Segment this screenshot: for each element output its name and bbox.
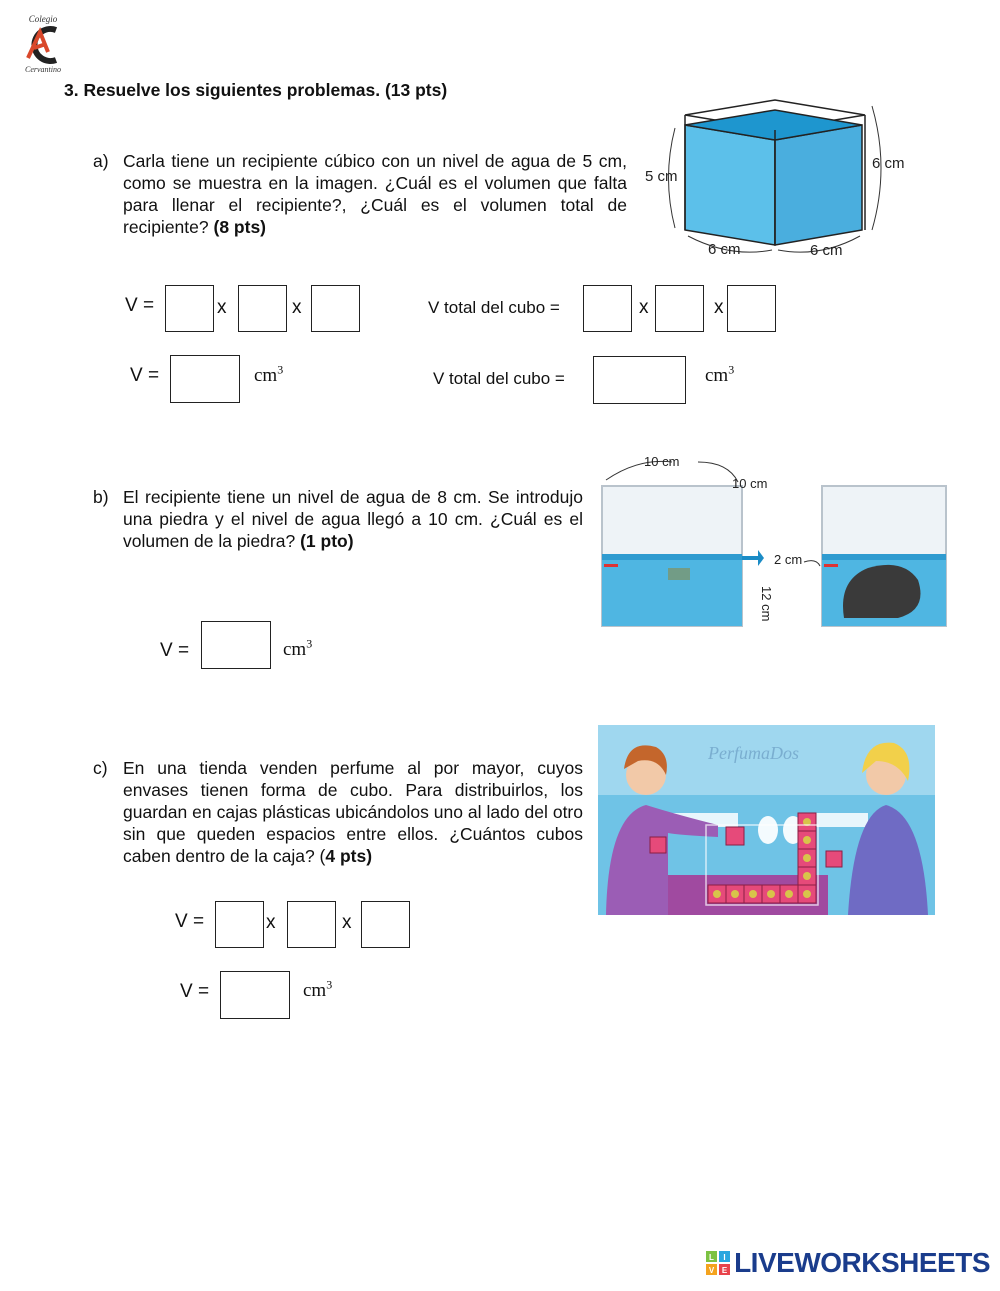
svg-text:L: L <box>709 1253 715 1262</box>
school-logo <box>18 14 68 76</box>
a-eq3-times1: x <box>639 297 649 318</box>
a-eq3-box3[interactable] <box>727 285 776 332</box>
part-c-points: 4 pts) <box>325 846 373 866</box>
c-eq1-box3[interactable] <box>361 901 410 948</box>
cube-label-right: 6 cm <box>872 155 905 172</box>
c-eq1-times2: x <box>342 912 352 933</box>
liveworksheets-tile-icon <box>706 1251 730 1275</box>
a-eq1-box2[interactable] <box>238 285 287 332</box>
a-eq3-box2[interactable] <box>655 285 704 332</box>
a-eq4-answer-box[interactable] <box>593 356 686 404</box>
part-a-label: a) <box>93 151 109 171</box>
part-a-points: (8 pts) <box>213 217 266 237</box>
b-answer-box[interactable] <box>201 621 271 669</box>
cube-label-bottom-left: 6 cm <box>708 241 741 258</box>
stone-figure <box>598 450 950 630</box>
part-b-points: (1 pto) <box>300 531 354 551</box>
a-eq3-prefix: V total del cubo = <box>428 298 560 317</box>
svg-text:V: V <box>708 1266 715 1275</box>
c-unit: $cm^3$ <box>303 977 333 1001</box>
perfume-sign: PerfumaDos <box>708 743 799 763</box>
a-eq1-prefix: V = <box>125 295 155 316</box>
c-eq1-box2[interactable] <box>287 901 336 948</box>
c-answer-box[interactable] <box>220 971 290 1019</box>
logo-bottom-text: Cervantino <box>25 65 61 74</box>
perfume-shop-illustration <box>598 725 935 915</box>
a-eq1-times2: x <box>292 297 302 318</box>
a-eq2-answer-box[interactable] <box>170 355 240 403</box>
cube-figure <box>640 88 920 260</box>
c-eq2-prefix: V = <box>180 981 210 1002</box>
cube-label-left: 5 cm <box>645 168 678 185</box>
logo-top-text: Colegio <box>28 14 58 24</box>
a-eq3-times2: x <box>714 297 724 318</box>
c-eq1-box1[interactable] <box>215 901 264 948</box>
a-eq4-unit: $cm^3$ <box>705 362 735 386</box>
a-eq2-prefix: V = <box>130 365 160 386</box>
liveworksheets-logo <box>706 1247 990 1279</box>
b-unit: $cm^3$ <box>283 636 313 660</box>
stone-label-side: 10 cm <box>732 476 768 491</box>
stone-label-rise: 2 cm <box>774 552 803 567</box>
part-b-label: b) <box>93 487 109 507</box>
a-eq3-box1[interactable] <box>583 285 632 332</box>
svg-text:E: E <box>721 1266 728 1275</box>
c-eq1-times1: x <box>266 912 276 933</box>
b-eq-prefix: V = <box>160 640 190 661</box>
part-b-text: El recipiente tiene un nivel de agua de 8 cm. Se introdujo una piedra y el nivel de agua llegó a 10 cm. ¿Cuál es el volumen de la piedra? <box>123 487 583 551</box>
liveworksheets-brand: LIVEWORKSHEETS <box>734 1247 990 1278</box>
part-b-statement <box>93 486 583 552</box>
a-eq1-times1: x <box>217 297 227 318</box>
a-eq1-box1[interactable] <box>165 285 214 332</box>
a-eq2-unit: $cm^3$ <box>254 362 284 386</box>
a-eq4-prefix: V total del cubo = <box>433 369 565 388</box>
part-a-text: Carla tiene un recipiente cúbico con un nivel de agua de 5 cm, como se muestra en la imagen. ¿Cuál es el volumen que falta para llenar el recipiente?, ¿Cuál es el volumen total de recipiente? <box>123 151 627 237</box>
svg-text:I: I <box>723 1253 726 1262</box>
cube-label-bottom-right: 6 cm <box>810 242 843 259</box>
stone-label-height: 12 cm <box>759 586 774 622</box>
part-c-text: En una tienda venden perfume al por mayor, cuyos envases tienen forma de cubo. Para distribuirlos, los guardan en cajas plásticas ubicándolos uno al lado del otro sin que queden espacios entre ellos. ¿Cuántos cubos caben dentro de la caja? ( <box>123 758 583 866</box>
a-eq1-box3[interactable] <box>311 285 360 332</box>
section-heading: 3. Resuelve los siguientes problemas. (13 pts) <box>64 80 448 100</box>
c-eq1-prefix: V = <box>175 911 205 932</box>
part-c-label: c) <box>93 758 108 778</box>
part-a-statement <box>93 150 627 238</box>
stone-label-top: 10 cm <box>644 454 680 469</box>
part-c-statement <box>93 757 583 867</box>
